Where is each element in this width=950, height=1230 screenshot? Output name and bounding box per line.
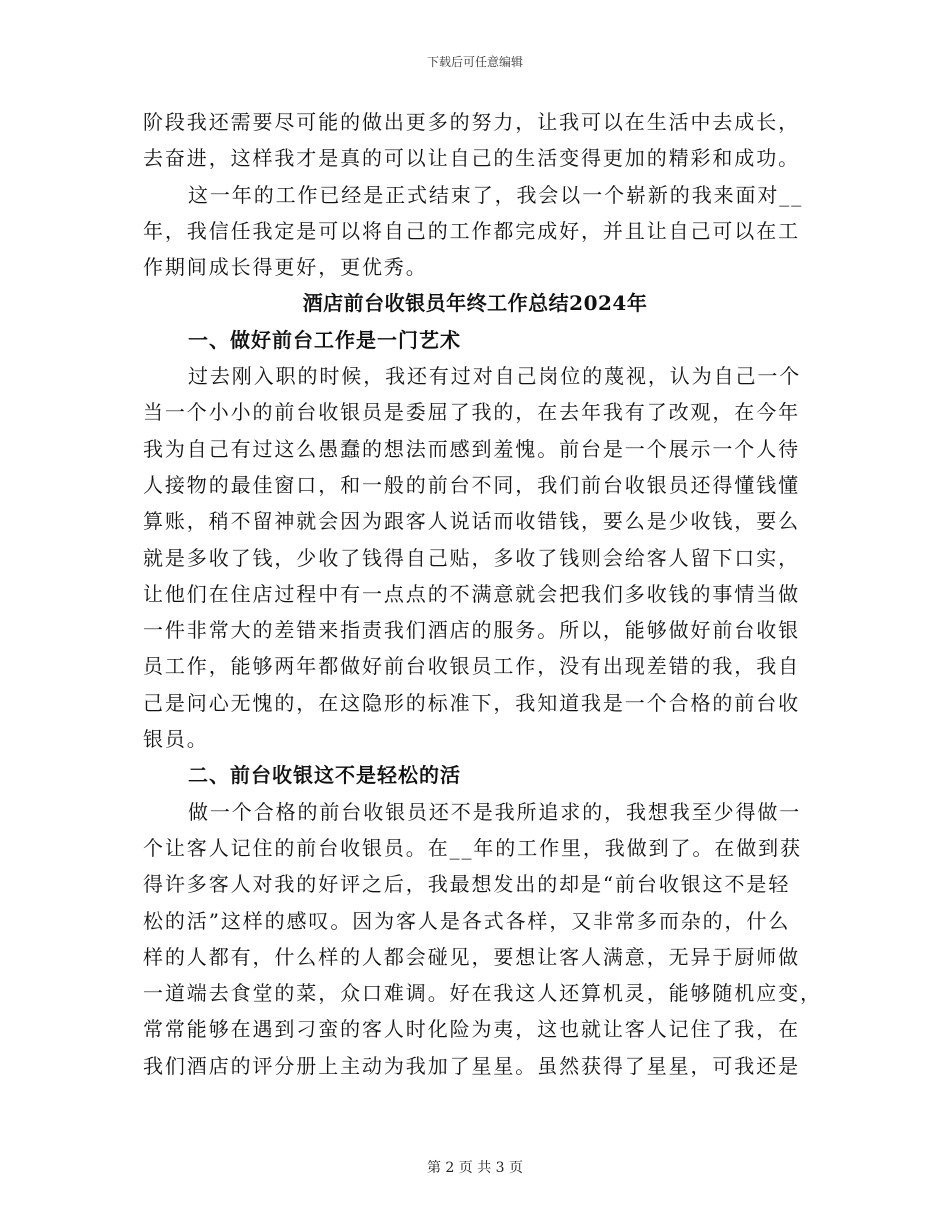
section-heading-2: 二、前台收银这不是轻松的活 xyxy=(188,763,461,788)
body-line: 松的活”这样的感叹。因为客人是各式各样，又非常多而杂的，什么 xyxy=(143,908,791,933)
section-heading-1: 一、做好前台工作是一门艺术 xyxy=(188,327,461,352)
body-line: 作期间成长得更好，更优秀。 xyxy=(143,255,428,280)
paragraph-start-line: 过去刚入职的时候，我还有过对自己岗位的蔑视，认为自己一个 xyxy=(188,364,802,389)
body-line: 得许多客人对我的好评之后，我最想发出的却是“前台收银这不是轻 xyxy=(143,872,791,897)
body-line: 去奋进，这样我才是真的可以让自己的生活变得更加的精彩和成功。 xyxy=(143,146,800,171)
body-line: 当一个小小的前台收银员是委屈了我的，在去年我有了改观，在今年 xyxy=(143,400,800,425)
body-line: 算账，稍不留神就会因为跟客人说话而收错钱，要么是少收钱，要么 xyxy=(143,509,800,534)
body-line: 让他们在住店过程中有一点点的不满意就会把我们多收钱的事情当做 xyxy=(143,581,800,606)
paragraph-start-line: 做一个合格的前台收银员还不是我所追求的，我想我至少得做一 xyxy=(188,799,802,824)
page-header: 下载后可任意编辑 xyxy=(426,55,523,69)
body-line: 个让客人记住的前台收银员。在__年的工作里，我做到了。在做到获 xyxy=(143,835,802,860)
body-line: 常常能够在遇到刁蛮的客人时化险为夷，这也就让客人记住了我，在 xyxy=(143,1017,800,1042)
document-body xyxy=(143,104,822,1084)
document-title: 酒店前台收银员年终工作总结2024年 xyxy=(302,291,648,316)
paragraph-start-line: 这一年的工作已经是正式结束了，我会以一个崭新的我来面对__ xyxy=(188,182,804,207)
body-line: 人接物的最佳窗口，和一般的前台不同，我们前台收银员还得懂钱懂 xyxy=(143,472,800,497)
body-line: 我为自己有过这么愚蠢的想法而感到羞愧。前台是一个展示一个人待 xyxy=(143,436,800,461)
page-footer: 第 2 页 共 3 页 xyxy=(426,1160,524,1176)
body-line: 我们酒店的评分册上主动为我加了星星。虽然获得了星星，可我还是 xyxy=(143,1053,800,1078)
body-line: 银员。 xyxy=(143,727,209,752)
body-line: 己是问心无愧的，在这隐形的标准下，我知道我是一个合格的前台收 xyxy=(143,690,800,715)
body-line: 样的人都有，什么样的人都会碰见，要想让客人满意，无异于厨师做 xyxy=(143,944,800,969)
body-line: 一件非常大的差错来指责我们酒店的服务。所以，能够做好前台收银 xyxy=(143,618,800,643)
body-line: 员工作，能够两年都做好前台收银员工作，没有出现差错的我，我自 xyxy=(143,654,800,679)
body-line: 一道端去食堂的菜，众口难调。好在我这人还算机灵，能够随机应变， xyxy=(143,981,822,1006)
body-line: 年，我信任我定是可以将自己的工作都完成好，并且让自己可以在工 xyxy=(143,218,800,243)
body-line: 就是多收了钱，少收了钱得自己贴，多收了钱则会给客人留下口实， xyxy=(143,545,800,570)
body-line: 阶段我还需要尽可能的做出更多的努力，让我可以在生活中去成长， xyxy=(143,110,800,134)
